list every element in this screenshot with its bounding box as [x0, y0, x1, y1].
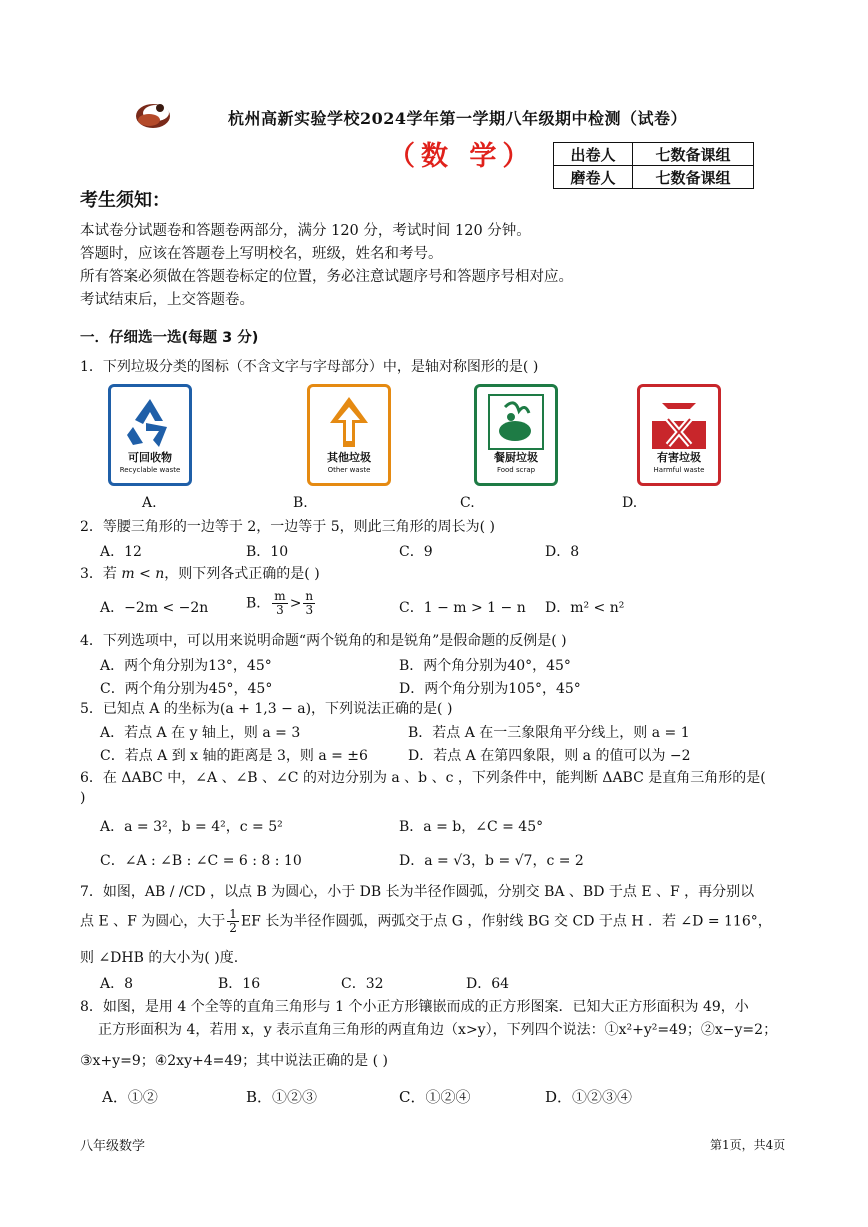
option-b-label: B.	[293, 495, 308, 511]
food-scrap-icon	[485, 393, 547, 451]
other-waste-bin-icon	[307, 384, 391, 486]
q7-line2-pre: 点 E 、F 为圆心，大于	[80, 913, 226, 930]
frac-den: 2	[229, 921, 237, 935]
bin-en-label: Recyclable waste	[119, 466, 181, 474]
question-7-line2	[80, 908, 772, 935]
question-7-line3: 则 ∠DHB 的大小为( )度.	[80, 950, 239, 966]
q6-option-c: C．∠A : ∠B : ∠C = 6 : 8 : 10	[100, 853, 302, 869]
bin-cn-label: 餐厨垃圾	[494, 451, 538, 464]
q3-option-b	[246, 590, 317, 617]
food-scrap-bin-icon	[474, 384, 558, 486]
q8-option-a: A．①②	[102, 1088, 158, 1106]
q3-option-d: D．m² < n²	[545, 600, 625, 616]
question-6-stem-cont: )	[80, 790, 86, 806]
frac-den: 3	[276, 603, 284, 617]
bin-cn-label: 可回收物	[128, 451, 172, 464]
question-8-line2: 正方形面积为 4，若用 x，y 表示直角三角形的两直角边（x>y），下列四个说法：①x²+y²=49；②x−y=2；	[98, 1022, 778, 1038]
author-table	[553, 142, 754, 189]
notice-heading: 考生须知：	[80, 190, 170, 211]
frac-num: m	[274, 589, 286, 603]
q5-option-d: D．若点 A 在第四象限，则 a 的值可以为 −2	[408, 748, 691, 764]
q3-option-a: A．−2m < −2n	[100, 600, 209, 616]
reviewer-row	[554, 166, 754, 189]
option-c-label: C.	[460, 495, 475, 511]
bin-cn-label: 其他垃圾	[327, 451, 371, 464]
q3-stem-condition: m < n	[121, 566, 165, 582]
question-6-stem: 6．在 ΔABC 中，∠A 、∠B 、∠C 的对边分别为 a 、b 、c ，下列条件中，能判断 ΔABC 是直角三角形的是(	[80, 770, 766, 786]
q7-option-b: B．16	[218, 976, 261, 992]
q2-option-d: D．8	[545, 544, 580, 560]
q8-option-b: B．①②③	[246, 1088, 318, 1106]
q7-option-a: A．8	[100, 976, 134, 992]
bin-en-label: Harmful waste	[653, 466, 705, 474]
q8-option-d: D．①②③④	[545, 1088, 633, 1106]
recyclable-bin-icon	[108, 384, 192, 486]
footer-subject: 八年级数学	[80, 1139, 146, 1154]
q3-option-b-letter: B．	[246, 595, 271, 612]
frac-num: 1	[229, 907, 237, 921]
question-8-line1: 8．如图，是用 4 个全等的直角三角形与 1 个小正方形镶嵌而成的正方形图案．已知大正方形面积为 49，小	[80, 999, 749, 1015]
question-5-stem: 5．已知点 A 的坐标为(a + 1,3 − a)，下列说法正确的是( )	[80, 701, 453, 717]
bin-en-label: Food scrap	[496, 466, 536, 474]
option-d-label: D.	[622, 495, 638, 511]
question-8-line3: ③x+y=9；④2xy+4=49；其中说法正确的是 ( )	[80, 1053, 388, 1069]
option-a-label: A.	[142, 495, 157, 511]
other-waste-icon	[318, 393, 380, 451]
q2-option-b: B．10	[246, 544, 289, 560]
question-4-stem: 4．下列选项中，可以用来说明命题“两个锐角的和是锐角”是假命题的反例是( )	[80, 633, 567, 649]
fraction	[303, 590, 315, 617]
q8-option-c: C．①②④	[399, 1088, 471, 1106]
q4-option-c: C．两个角分别为45°，45°	[100, 681, 273, 697]
fraction	[227, 908, 239, 935]
q7-option-d: D．64	[466, 976, 510, 992]
q7-line2-post: EF 长为半径作圆弧，两弧交于点 G ，作射线 BG 交 CD 于点 H ．若 ∠D = 116°，	[240, 913, 772, 930]
q6-option-a: A．a = 3²，b = 4²，c = 5²	[100, 819, 283, 835]
author-row	[554, 143, 754, 166]
q5-option-b: B．若点 A 在一三象限角平分线上，则 a = 1	[408, 725, 690, 741]
q7-option-c: C．32	[341, 976, 384, 992]
q3-stem-pre: 3．若	[80, 566, 122, 582]
q2-option-a: A．12	[100, 544, 142, 560]
q5-option-c: C．若点 A 到 x 轴的距离是 3，则 a = ±6	[100, 748, 368, 764]
question-7-line1: 7．如图，AB / /CD ，以点 B 为圆心，小于 DB 长为半径作圆弧，分别交 BA 、BD 于点 E 、F ，再分别以	[80, 884, 755, 900]
question-1-stem: 1．下列垃圾分类的图标（不含文字与字母部分）中，是轴对称图形的是( )	[80, 359, 539, 375]
notice-line: 本试卷分试题卷和答题卷两部分，满分 120 分，考试时间 120 分钟。	[80, 223, 531, 239]
frac-num: n	[305, 589, 314, 603]
harmful-waste-icon	[648, 393, 710, 451]
reviewer-key: 磨卷人	[554, 166, 633, 189]
page-number: 第1页，共4页	[710, 1138, 786, 1152]
q2-option-c: C．9	[399, 544, 433, 560]
relation: >	[289, 595, 302, 612]
q6-option-d: D．a = √3，b = √7，c = 2	[399, 853, 584, 869]
fraction	[272, 590, 287, 617]
reviewer-value: 七数备课组	[633, 166, 754, 189]
harmful-waste-bin-icon	[637, 384, 721, 486]
q3-stem-post: ，则下列各式正确的是( )	[164, 566, 320, 582]
recycle-icon	[119, 393, 181, 451]
author-key: 出卷人	[554, 143, 633, 166]
notice-body	[80, 220, 573, 312]
notice-line: 考试结束后，上交答题卷。	[80, 292, 254, 308]
q4-option-d: D．两个角分别为105°，45°	[399, 681, 581, 697]
section-heading: 一．仔细选一选(每题 3 分)	[80, 330, 259, 346]
bin-en-label: Other waste	[327, 466, 371, 474]
q5-option-a: A．若点 A 在 y 轴上，则 a = 3	[100, 725, 301, 741]
question-3-stem	[80, 563, 320, 583]
exam-title: 杭州高新实验学校2024学年第一学期八年级期中检测（试卷）	[228, 109, 688, 128]
q4-option-a: A．两个角分别为13°，45°	[100, 658, 272, 674]
author-value: 七数备课组	[633, 143, 754, 166]
notice-line: 答题时，应该在答题卷上写明校名，班级，姓名和考号。	[80, 246, 443, 262]
frac-den: 3	[305, 603, 314, 617]
subject-title: （数 学）	[388, 141, 536, 172]
bin-cn-label: 有害垃圾	[657, 451, 701, 464]
q6-option-b: B．a = b，∠C = 45°	[399, 819, 544, 835]
q3-option-c: C．1 − m > 1 − n	[399, 600, 526, 616]
school-logo	[134, 98, 172, 132]
question-2-stem: 2．等腰三角形的一边等于 2，一边等于 5，则此三角形的周长为( )	[80, 519, 495, 535]
q4-option-b: B．两个角分别为40°，45°	[399, 658, 571, 674]
notice-line: 所有答案必须做在答题卷标定的位置，务必注意试题序号和答题序号相对应。	[80, 269, 573, 285]
